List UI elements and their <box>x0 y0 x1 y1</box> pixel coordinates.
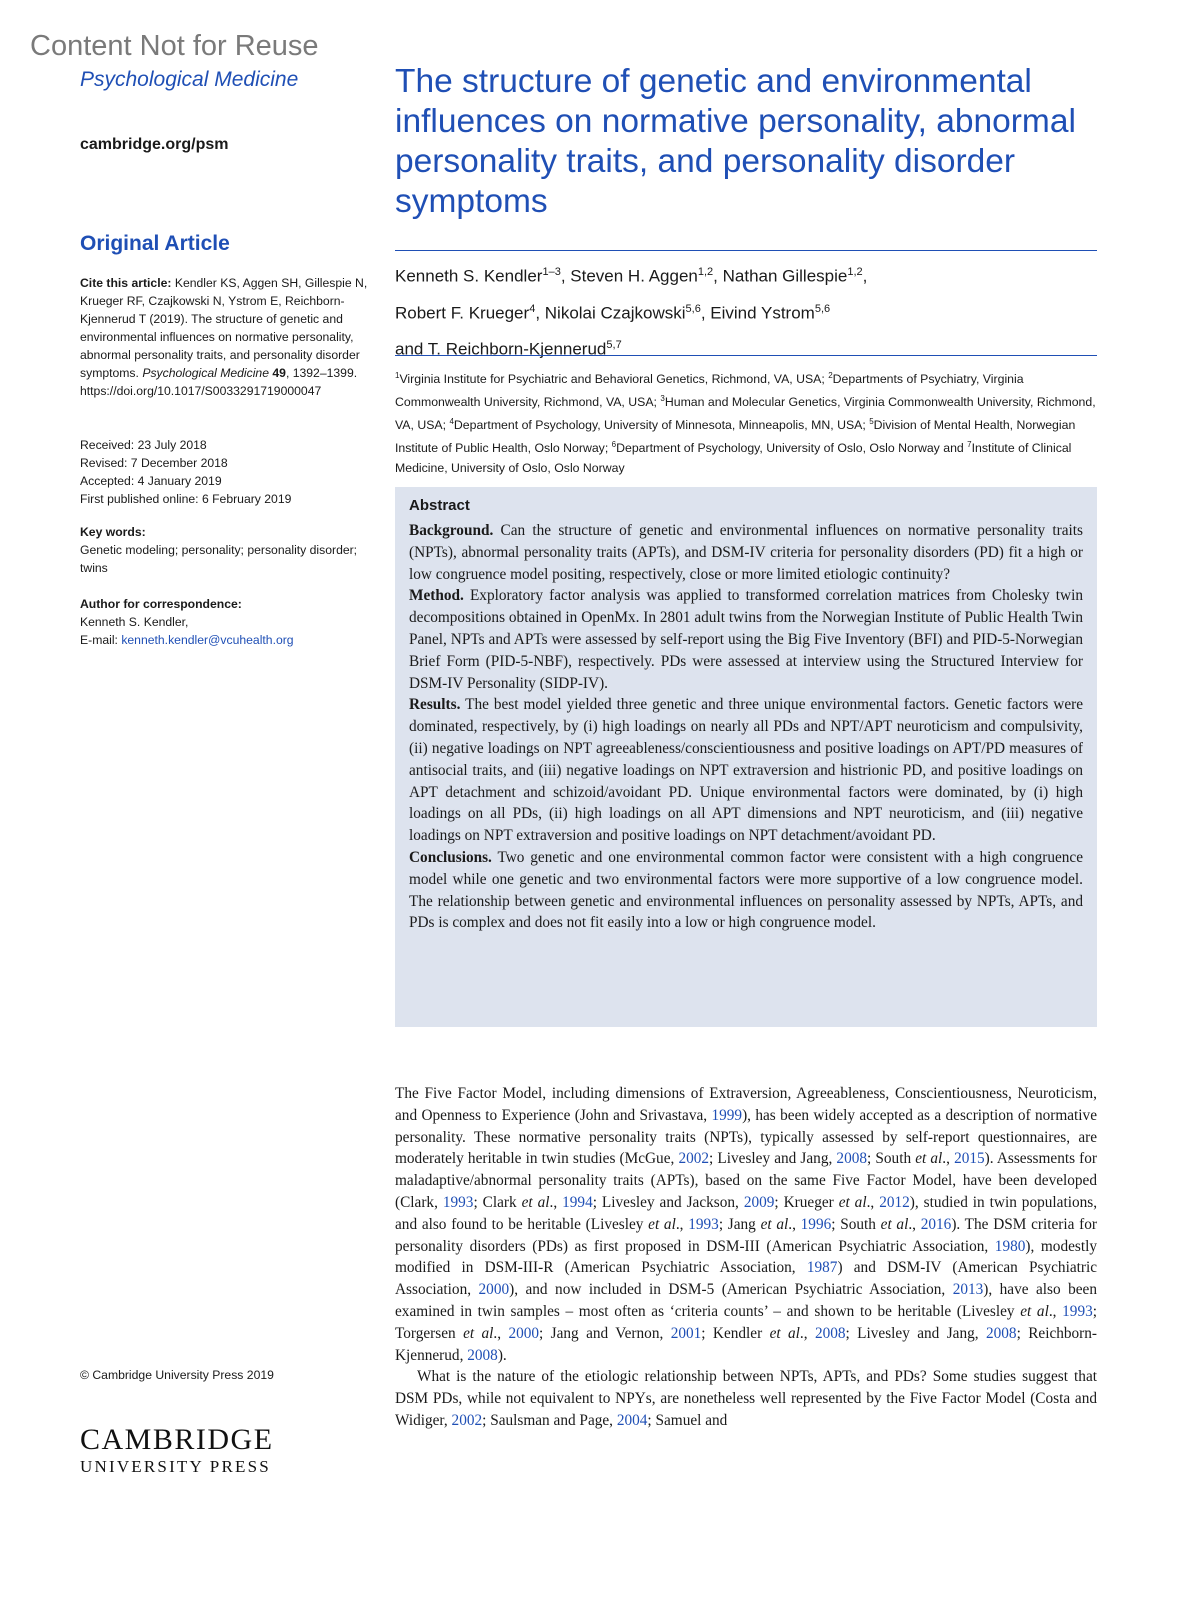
body-text-run: ; South <box>831 1215 881 1233</box>
author-rule <box>395 355 1097 356</box>
abstract-text <box>409 520 1083 934</box>
abstract-label: Results. <box>409 696 461 714</box>
cite-label: Cite this article: <box>80 276 172 290</box>
affil-marker: 3 <box>660 394 665 404</box>
italic-text: et al <box>838 1193 867 1211</box>
citation-link[interactable]: 1993 <box>688 1215 719 1233</box>
author-name: and T. Reichborn-Kjennerud <box>395 339 607 359</box>
italic-text: et al <box>463 1324 494 1342</box>
correspondence-block <box>80 595 370 649</box>
abstract-section-text: The best model yielded three genetic and three unique environmental factors. Genetic factors were dominated, respectively, by (i) high loadings on nearly all PDs and NPT/APT neuroticism and compulsivity, (ii) negative loadings on NPT agreeableness/conscientiousness and positive loadings on APT/PD measures of antisocial traits, and (iii) negative loadings on NPT extraversion and histrionic PD, and positive loadings on APT detachment and schizoid/avoidant PD. Unique environmental factors were dominated, by (i) high loadings on all PDs, (ii) high loadings on all APT dimensions and NPT neuroticism, and (iii) negative loadings on NPT extraversion and positive loadings on NPT detachment/avoidant PD. <box>409 696 1083 845</box>
affil-text: Division of Mental Health, Norwegian Institute of Public Health, Oslo Norway; <box>395 418 1076 456</box>
date-published: First published online: 6 February 2019 <box>80 492 292 506</box>
body-text-run: ., <box>799 1324 815 1342</box>
abstract-section-text: Can the structure of genetic and environmental influences on normative personality traits (NPTs), abnormal personality traits (APTs), and DSM-IV criteria for personality disorders (PD) fit a high or low congruence model positing, respectively, close or more limited etiologic continuity? <box>409 522 1083 583</box>
italic-text: et al <box>521 1193 550 1211</box>
cite-pages: , 1392–1399. https://doi.org/10.1017/S0033291719000047 <box>80 366 358 398</box>
citation-link[interactable]: 1980 <box>994 1237 1026 1255</box>
body-text-run: ., <box>1048 1302 1063 1320</box>
citation-block <box>80 274 370 400</box>
affil-text: Department of Psychology, University of Oslo, Oslo Norway and <box>616 441 968 456</box>
body-text-run: ) and DSM-IV (American Psychiatric Association, <box>395 1259 1097 1299</box>
citation-link[interactable]: 2002 <box>451 1411 483 1429</box>
body-paragraph-1 <box>395 1083 1097 1366</box>
date-received: Received: 23 July 2018 <box>80 438 207 452</box>
citation-link[interactable]: 2016 <box>920 1215 952 1233</box>
email-link[interactable]: kenneth.kendler@vcuhealth.org <box>121 633 294 647</box>
author-affil: 1,2 <box>697 266 714 278</box>
body-text-run: ; Reichborn-Kjennerud, <box>395 1324 1098 1364</box>
citation-link[interactable]: 2004 <box>616 1411 648 1429</box>
body-text-run: ; Krueger <box>774 1193 839 1211</box>
citation-link[interactable]: 2008 <box>836 1150 868 1168</box>
abstract-label: Conclusions. <box>409 848 492 866</box>
citation-link[interactable]: 2002 <box>678 1150 710 1168</box>
author-name: Robert F. Krueger <box>395 303 530 323</box>
body-text-run: What is the nature of the etiologic relationship between NPTs, APTs, and PDs? Some studies suggest that DSM PDs, while not equivalent to NPYs, are nonetheless well represented by the Five Factor Model (Costa and Widiger, <box>395 1368 1097 1429</box>
author-name: Nathan Gillespie <box>722 266 848 286</box>
body-text-run: ), has been widely accepted as a description of normative personality. These normative personality traits (NPTs), typically assessed by self-report questionnaires, are moderately heritable in twin studies (McGue, <box>395 1106 1097 1168</box>
author-name: Eivind Ystrom <box>710 303 815 323</box>
author-affil: 4 <box>529 302 536 315</box>
body-text-run: ; Kendler <box>701 1324 770 1342</box>
email-label: E-mail: <box>80 633 122 647</box>
logo-line1: CAMBRIDGE <box>80 1423 274 1456</box>
dates-block <box>80 436 370 508</box>
keywords-label: Key words: <box>80 525 146 539</box>
date-accepted: Accepted: 4 January 2019 <box>80 474 222 488</box>
italic-text: et al <box>880 1215 909 1233</box>
author-line-3 <box>395 329 1097 366</box>
title-rule <box>395 250 1097 251</box>
author-affil: 5,7 <box>606 339 622 352</box>
author-name: Kenneth S. Kendler <box>395 266 543 286</box>
abstract-background <box>409 520 1083 585</box>
citation-link[interactable]: 2008 <box>467 1346 498 1364</box>
body-text-run: ; Livesley and Jackson, <box>592 1193 744 1211</box>
cite-volume: 49 <box>272 366 286 380</box>
cite-text: Kendler KS, Aggen SH, Gillespie N, Krueger RF, Czajkowski N, Ystrom E, Reichborn-Kjennerud T (2019). The structure of genetic and environmental influences on normative personality, abnormal personality traits, and personality disorder symptoms. <box>80 276 368 380</box>
body-text-run: ., <box>675 1215 689 1233</box>
citation-link[interactable]: 2013 <box>952 1281 984 1299</box>
affil-marker: 5 <box>869 417 874 427</box>
author-name: Steven H. Aggen <box>570 266 698 286</box>
abstract-heading: Abstract <box>409 497 470 514</box>
abstract-box <box>395 487 1097 1027</box>
body-text-run: ; Jang and Vernon, <box>539 1324 671 1342</box>
affiliations <box>395 366 1097 478</box>
body-text-run: ), modestly modified in DSM-III-R (American Psychiatric Association, <box>395 1237 1097 1277</box>
author-line-2 <box>395 293 1097 330</box>
copyright: © Cambridge University Press 2019 <box>80 1368 274 1382</box>
author-affil: 1,2 <box>847 266 863 278</box>
watermark: Content Not for Reuse <box>30 30 319 62</box>
body-text-run: ., <box>866 1193 880 1211</box>
abstract-results <box>409 694 1083 847</box>
body-text-run: ). Assessments for maladaptive/abnormal personality traits (APTs), based on the same Five Factor Model, have been developed (Clark, <box>395 1150 1098 1211</box>
italic-text: et al <box>1020 1302 1049 1320</box>
body-text-run: ; Samuel and <box>647 1411 728 1429</box>
journal-name: Psychological Medicine <box>80 68 299 91</box>
author-sep: , <box>713 266 723 286</box>
italic-text: et al <box>769 1324 800 1342</box>
italic-text: et al <box>915 1150 943 1168</box>
abstract-section-text: Two genetic and one environmental common factor were consistent with a high congruence model while one genetic and two environmental factors were more supportive of a low congruence model. The relationship between genetic and environmental influences on personality assessed by NPTs, APTs, and PDs is complex and does not fit easily into a low or high congruence model. <box>409 848 1083 932</box>
abstract-label: Method. <box>409 587 464 605</box>
author-sep: , <box>862 266 868 286</box>
correspondence-label: Author for correspondence: <box>80 597 242 611</box>
citation-link[interactable]: 1987 <box>806 1259 838 1277</box>
affil-marker: 1 <box>395 371 400 380</box>
journal-site[interactable]: cambridge.org/psm <box>80 136 229 153</box>
body-text-run: ), and now included in DSM-5 (American Psychiatric Association, <box>509 1281 953 1299</box>
citation-link[interactable]: 2008 <box>985 1324 1017 1342</box>
abstract-section-text: Exploratory factor analysis was applied to transformed correlation matrices from Cholesky twin decompositions obtained in OpenMx. In 2801 adult twins from the Norwegian Institute of Public Health Twin Panel, NPTs and APTs were assessed by self-report using the Big Five Inventory (BFI) and PID-5-Norwegian Brief Form (PID-5-NBF), respectively. PDs were assessed at interview using the Structured Interview for DSM-IV Personality (SIDP-IV). <box>409 587 1083 692</box>
citation-link[interactable]: 2008 <box>814 1324 846 1342</box>
abstract-method <box>409 585 1083 694</box>
affil-marker: 2 <box>828 371 833 380</box>
body-text-run: ., <box>549 1193 563 1211</box>
abstract-label: Background. <box>409 522 494 539</box>
affil-text: Departments of Psychiatry, Virginia Commonwealth University, Richmond, VA, USA; <box>395 372 1024 410</box>
keywords-block <box>80 523 370 577</box>
body-text-run: ). <box>497 1346 507 1364</box>
author-sep: , <box>700 303 711 323</box>
body-text-run: ., <box>942 1150 955 1168</box>
cite-journal: Psychological Medicine <box>142 366 269 380</box>
body-text-run: ., <box>908 1215 921 1233</box>
citation-link[interactable]: 1993 <box>442 1193 474 1211</box>
correspondence-name: Kenneth S. Kendler, <box>80 615 189 629</box>
body-text-run: ; Torgersen <box>395 1302 1097 1342</box>
body-paragraph-2 <box>395 1366 1097 1431</box>
italic-text: et al <box>760 1215 789 1233</box>
affil-marker: 4 <box>449 417 454 427</box>
affil-text: Department of Psychology, University of Minnesota, Minneapolis, MN, USA; <box>453 418 870 433</box>
citation-link[interactable]: 2000 <box>508 1324 540 1342</box>
body-text-run: ), have also been examined in twin samples – most often as ‘criteria counts’ – and shown to be heritable (Livesley <box>395 1281 1097 1320</box>
citation-link[interactable]: 2001 <box>670 1324 702 1342</box>
affil-text: Human and Molecular Genetics, Virginia Commonwealth University, Richmond, VA, USA; <box>395 395 1096 433</box>
body-text-run: ; Livesley and Jang, <box>709 1150 837 1168</box>
publisher-logo <box>80 1424 274 1478</box>
keywords-text: Genetic modeling; personality; personality disorder; twins <box>80 543 358 575</box>
author-sep: , <box>560 266 571 286</box>
author-line-1 <box>395 256 1097 293</box>
italic-text: et al <box>648 1215 676 1233</box>
body-text <box>395 1083 1097 1432</box>
body-text-run: ., <box>788 1215 801 1233</box>
body-text-run: ; Saulsman and Page, <box>482 1411 617 1429</box>
author-affil: 1–3 <box>542 266 561 278</box>
citation-link[interactable]: 2000 <box>478 1281 510 1299</box>
body-text-run: ; Clark <box>473 1193 522 1211</box>
abstract-conclusions <box>409 847 1083 934</box>
author-affil: 5,6 <box>814 302 831 315</box>
author-affil: 5,6 <box>685 302 701 315</box>
author-name: Nikolai Czajkowski <box>544 303 686 323</box>
date-revised: Revised: 7 December 2018 <box>80 456 228 470</box>
body-text-run: ), studied in twin populations, and also found to be heritable (Livesley <box>395 1193 1098 1233</box>
affil-text: Virginia Institute for Psychiatric and Behavioral Genetics, Richmond, VA, USA; <box>399 372 829 387</box>
citation-link[interactable]: 1999 <box>711 1106 743 1124</box>
article-title: The structure of genetic and environmental influences on normative personality, abnormal personality traits, and personality disorder symptoms <box>395 63 1076 220</box>
body-text-run: ; South <box>867 1150 916 1168</box>
citation-link[interactable]: 2015 <box>954 1150 985 1168</box>
citation-link[interactable]: 1996 <box>800 1215 832 1233</box>
body-text-run: ). The DSM criteria for personality disorders (PDs) as first proposed in DSM-III (American Psychiatric Association, <box>395 1215 1097 1255</box>
body-text-run: The Five Factor Model, including dimensions of Extraversion, Agreeableness, Conscientiousness, Neuroticism, and Openness to Experience (John and Srivastava, <box>395 1085 1097 1124</box>
affil-marker: 7 <box>967 440 972 450</box>
citation-link[interactable]: 2012 <box>879 1193 910 1211</box>
body-text-run: ; Livesley and Jang, <box>845 1324 986 1342</box>
affil-text: Institute of Clinical Medicine, University of Oslo, Oslo Norway <box>395 441 1072 476</box>
citation-link[interactable]: 1994 <box>562 1193 593 1211</box>
author-sep: , <box>535 303 545 323</box>
article-type: Original Article <box>80 232 230 255</box>
citation-link[interactable]: 2009 <box>743 1193 775 1211</box>
author-list <box>395 256 1097 366</box>
citation-link[interactable]: 1993 <box>1062 1302 1093 1320</box>
affil-marker: 6 <box>611 440 617 450</box>
logo-line2: UNIVERSITY PRESS <box>80 1457 271 1476</box>
body-text-run: ; Jang <box>718 1215 761 1233</box>
body-text-run: ., <box>493 1324 509 1342</box>
